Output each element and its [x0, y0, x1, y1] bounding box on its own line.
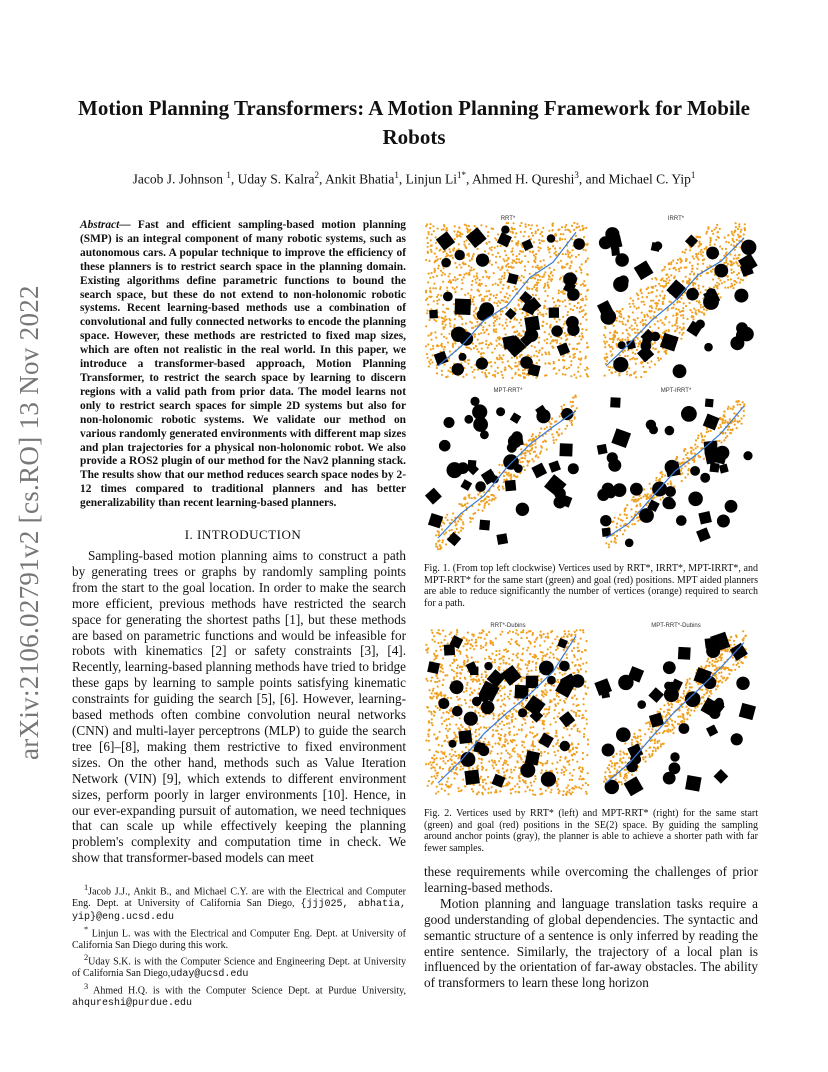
paragraph: these requirements while overcoming the challenges of prior learning-based methods.	[424, 864, 758, 895]
footnote: $^1$Jacob J.J., Ankit B., and Michael C.Y. are with the Electrical and Computer Eng. Dept. at University of California San Diego, {jjj025, abhatia, yip}@eng.ucsd.edu	[72, 883, 406, 923]
arxiv-watermark: arXiv:2106.02791v2 [cs.RO] 13 Nov 2022	[14, 285, 44, 760]
abstract-text: — Fast and efficient sampling-based motion planning (SMP) is an integral component of many robotic systems, such as autonomous cars. A popular technique to improve the efficiency of these planners is to restrict search space in the planning domain. Existing algorithms define parametric functions to bound the search space, but these do not extend to non-holonomic robotic systems. Recent learning-based methods use a combination of convolutional and fully connected networks to encode the planning space. However, these methods are restricted to fixed map sizes, which are often not realistic in the real world. In this paper, we introduce a transformer-based approach, Motion Planning Transformer, to restrict the search space by learning to discern regions with a valid path from prior data. The model learns not only to restrict search spaces for simple 2D systems but also for non-holonomic robotic systems. We validate our method on various randomly generated environments with different map sizes and plan trajectories for a physical non-holonomic robot. We also provide a ROS2 plugin of our method for the Nav2 planning stack. The results show that our method reduces search space nodes by 2-12 times compared to traditional planners and has better generalizability than recent learning-based planners.	[80, 219, 406, 510]
figure-1-panel-irrt-star	[597, 222, 758, 378]
author-affiliation: 1	[226, 170, 231, 180]
author-name: , and Michael C. Yip	[578, 171, 691, 187]
footnotes	[72, 882, 406, 1009]
figure-2-panel-mpt-rrt-dubins	[594, 630, 756, 796]
author-list	[40, 170, 788, 188]
intro-paragraph: Sampling-based motion planning aims to construct a path by generating trees or graphs by randomly sampling points from the start to the goal location. In order to make the search more efficient, previous methods have restricted the search space for generating the shortest paths [1], but these methods are based on parametric functions and would be infeasible for robots with kinematics [2] or safety constraints [3], [4]. Recently, learning-based planning methods have tried to bridge these gaps by learning to sample points satisfying kinematic constraints for guiding the search [5], [6]. However, learning-based methods often combine convolution neural networks (CNN) and multi-layer perceptrons (MLP) to guide the search tree [6]–[8], making them restrictive to fixed environment sizes. On the other hand, methods such as Value Iteration Network (VIN) [9], which extends to different environment sizes, perform poorly in larger environments [10]. Hence, in our ever-expanding pursuit of automation, we need techniques that can scale up while effectively keeping the planning problem's complexity and computation time in check. We show that transformer-based models can meet	[72, 548, 406, 866]
author-name: , Ahmed H. Qureshi	[466, 171, 575, 187]
figure-1-panel-mpt-irrt-star	[597, 397, 753, 548]
panel-label: RRT*	[500, 216, 516, 222]
paper-title: Motion Planning Transformers: A Motion Planning Framework for Mobile Robots	[78, 96, 750, 149]
panel-label: MPT-RRT*	[493, 388, 523, 394]
author-name: , Linjun Li	[398, 171, 457, 187]
footnote: * Linjun L. was with the Electrical and Computer Eng. Dept. at University of California San Diego during this work.	[72, 924, 406, 951]
footnote: $^3$ Ahmed H.Q. is with the Computer Science Dept. at Purdue University, ahqureshi@purdue.edu	[72, 981, 406, 1009]
author-affiliation: 3	[574, 170, 579, 180]
panel-label: MPT-RRT*-Dubins	[651, 623, 701, 629]
section-heading: I. INTRODUCTION	[184, 527, 302, 542]
panel-label: IRRT*	[667, 216, 685, 222]
author-affiliation: 1	[394, 170, 399, 180]
paragraph: Motion planning and language translation tasks require a good understanding of global dependencies. The syntactic and semantic structure of a sentence is only inferred by reading the entire sentence. Similarly, the trajectory of a local plan is influenced by the orientation of far-away obstacles. The ability of transformers to learn these long horizon	[424, 895, 758, 991]
panel-label: MPT-IRRT*	[660, 388, 692, 394]
figure-1-caption: Fig. 1. (From top left clockwise) Vertices used by RRT*, IRRT*, MPT-IRRT*, and MPT-RRT* for the same start (green) and goal (red) positions. MPT aided planners are able to reduce significantly the number of vertices (orange) required to search for a path.	[424, 563, 758, 609]
author-affiliation: 1	[690, 170, 696, 180]
figure-1-panel-rrt-star	[425, 222, 589, 379]
author-affiliation: 1*	[457, 170, 466, 180]
right-column-text	[424, 864, 758, 991]
author-name: Jacob J. Johnson	[132, 171, 227, 187]
author-name: , Ankit Bhatia	[319, 171, 395, 187]
panel-label: RRT*-Dubins	[490, 623, 526, 629]
author-affiliation: 2	[314, 170, 319, 180]
author-name: , Uday S. Kalra	[230, 171, 315, 187]
abstract	[80, 219, 406, 511]
figure-1	[424, 213, 760, 553]
footnote: $^2$Uday S.K. is with the Computer Science and Engineering Dept. at University of California San Diego,uday@ucsd.edu	[72, 952, 406, 980]
figure-2-panel-rrt-dubins	[425, 629, 589, 796]
abstract-label: Abstract	[80, 219, 120, 231]
figure-2	[424, 620, 760, 798]
figure-2-caption: Fig. 2. Vertices used by RRT* (left) and MPT-RRT* (right) for the same start (green) and goal (red) positions in the SE(2) space. By guiding the sampling around anchor points (gray), the planner is able to achieve a shorter path with far fewer samples.	[424, 808, 758, 854]
figure-1-panel-mpt-rrt-star	[425, 395, 579, 551]
